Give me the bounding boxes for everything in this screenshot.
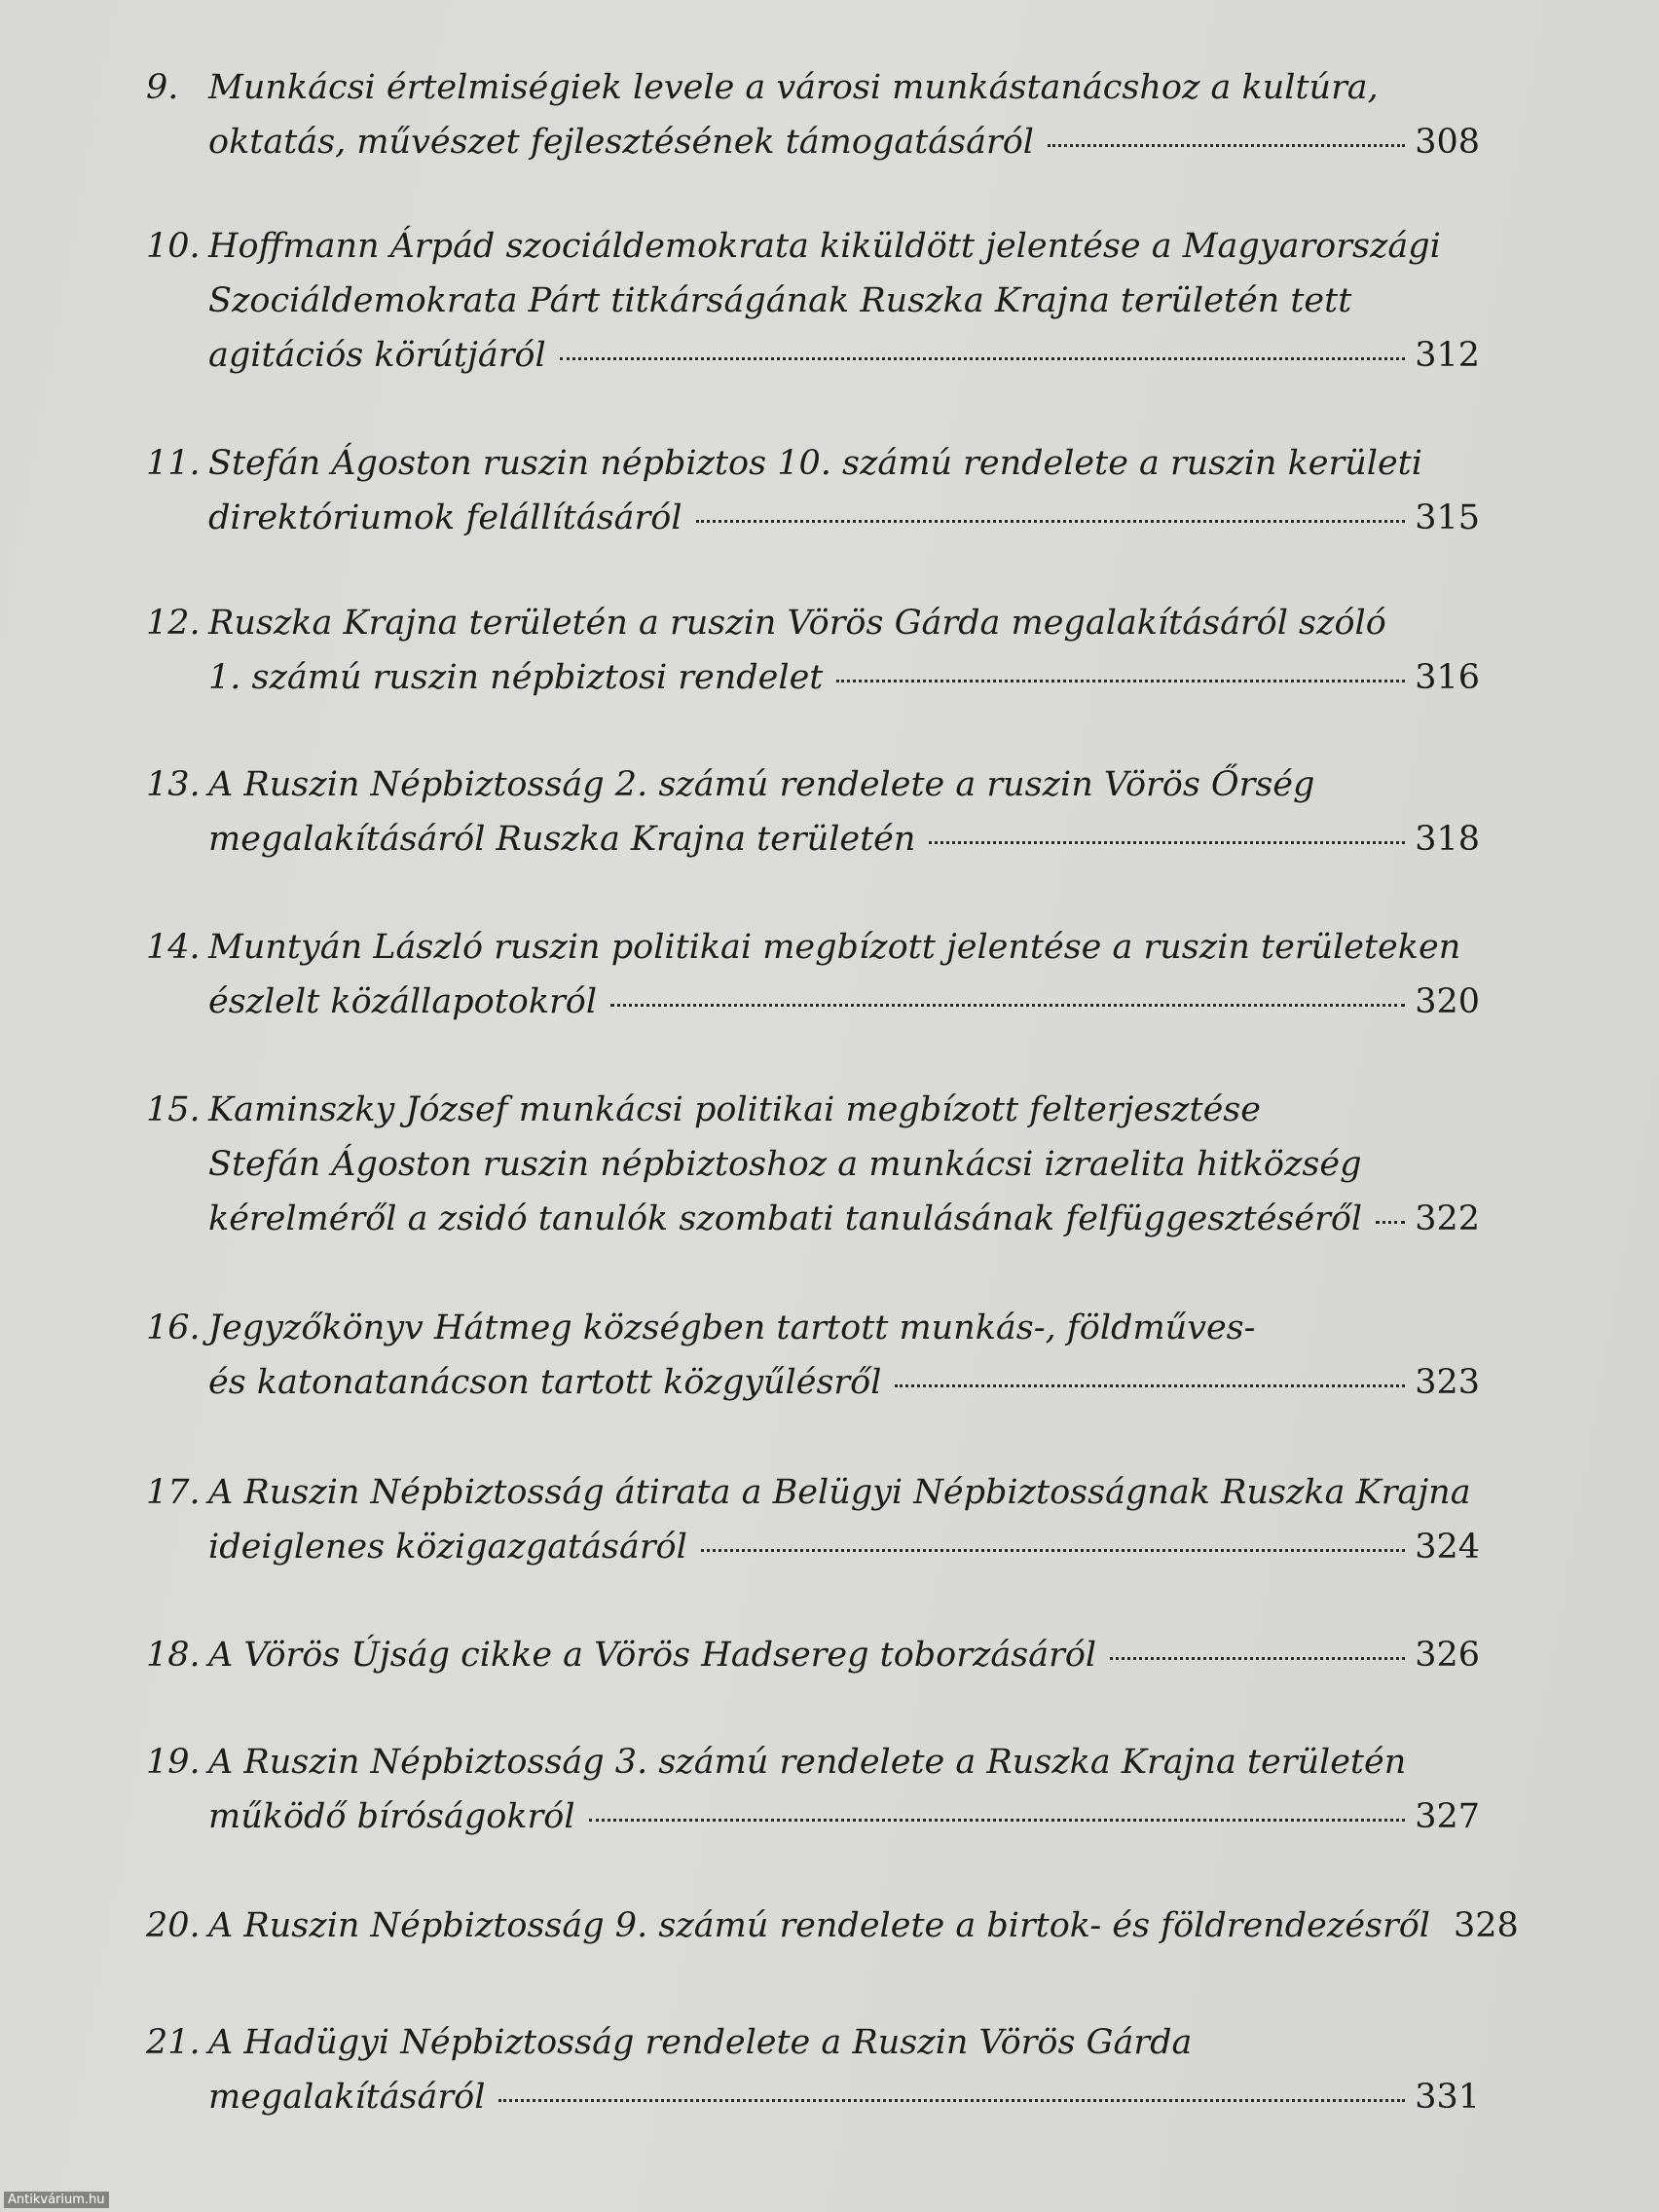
- entry-title-text: ideiglenes közigazgatásáról: [208, 1528, 687, 1567]
- page-number: 322: [1415, 1199, 1480, 1238]
- entry-title: [208, 596, 1480, 705]
- entry-title-line: [208, 650, 1480, 705]
- dot-leader: [610, 1003, 1405, 1007]
- page-number: 331: [1415, 2078, 1480, 2117]
- entry-title-text: 1. számú ruszin népbiztosi rendelet: [208, 658, 824, 697]
- entry-title-text: A Vörös Újság cikke a Vörös Hadsereg toborzásáról: [208, 1636, 1097, 1675]
- entry-title-line: [208, 115, 1480, 169]
- entry-number: 14.: [146, 928, 201, 967]
- entry-title-text: A Ruszin Népbiztosság 3. számú rendelete a Ruszka Krajna területén: [208, 1743, 1407, 1782]
- entry-title-text: Hoffmann Árpád szociáldemokrata kiküldött jelentése a Magyarországi: [208, 227, 1441, 266]
- entry-number: 15.: [146, 1090, 201, 1129]
- entry-title: [208, 1628, 1480, 1682]
- watermark: Antikvárium.hu: [4, 2192, 109, 2208]
- entry-title-text: megalakításáról Ruszka Krajna területén: [208, 820, 916, 859]
- page-number: 326: [1415, 1636, 1480, 1675]
- entry-title: [208, 757, 1480, 866]
- entry-number: 13.: [146, 765, 201, 804]
- entry-number: 10.: [146, 227, 201, 266]
- entry-title: [208, 219, 1480, 383]
- page-number: 320: [1415, 982, 1480, 1021]
- entry-number: 16.: [146, 1309, 201, 1347]
- dot-leader: [498, 2098, 1405, 2102]
- entry-title-text: Kaminszky József munkácsi politikai megbízott felterjesztése: [208, 1090, 1261, 1129]
- page-number: 308: [1415, 123, 1480, 162]
- entry-title: [208, 920, 1480, 1029]
- entry-title-text: Stefán Ágoston ruszin népbiztos 10. számú rendelete a ruszin kerületi: [208, 444, 1422, 483]
- entry-title-line: [208, 60, 1480, 115]
- entry-title-text: A Ruszin Népbiztosság 2. számú rendelete a ruszin Vörös Őrség: [208, 765, 1315, 804]
- entry-title: [208, 2015, 1480, 2124]
- entry-title-line: [208, 2070, 1480, 2124]
- entry-title-line: [208, 274, 1480, 328]
- entry-title-text: kérelméről a zsidó tanulók szombati tanulásának felfüggesztéséről: [208, 1199, 1363, 1238]
- entry-title-line: [208, 975, 1480, 1029]
- entry-title-line: [208, 1628, 1480, 1682]
- entry-title-line: [208, 1735, 1480, 1789]
- entry-title-text: direktóriumok felállításáról: [208, 498, 682, 537]
- entry-title-text: A Ruszin Népbiztosság 9. számú rendelete a birtok- és földrendezésről: [208, 1906, 1430, 1945]
- entry-title-text: A Ruszin Népbiztosság átirata a Belügyi Népbiztosságnak Ruszka Krajna: [208, 1473, 1471, 1512]
- entry-title-text: Szociáldemokrata Párt titkárságának Ruszka Krajna területén tett: [208, 281, 1352, 320]
- dot-leader: [895, 1383, 1405, 1387]
- entry-title-line: [208, 1083, 1480, 1137]
- dot-leader: [701, 1548, 1405, 1552]
- entry-title-line: [208, 920, 1480, 975]
- dot-leader: [1376, 1220, 1405, 1224]
- entry-title-line: [208, 491, 1480, 545]
- entry-number: 18.: [146, 1636, 201, 1675]
- entry-title-text: A Hadügyi Népbiztosság rendelete a Ruszin Vörös Gárda: [208, 2023, 1193, 2062]
- entry-title-line: [208, 1301, 1480, 1355]
- entry-title-line: [208, 596, 1480, 650]
- entry-title-line: [208, 1520, 1480, 1574]
- entry-title-line: [208, 1192, 1480, 1246]
- entry-title-line: [208, 812, 1480, 866]
- page-number: 312: [1415, 336, 1480, 375]
- entry-number: 19.: [146, 1743, 201, 1782]
- page-number: 327: [1415, 1797, 1480, 1836]
- entry-title: [208, 1301, 1480, 1410]
- entry-title-text: észlelt közállapotokról: [208, 982, 598, 1021]
- dot-leader: [696, 519, 1406, 523]
- dot-leader: [560, 356, 1406, 360]
- entry-title-text: Jegyzőkönyv Hátmeg községben tartott munkás-, földműves-: [208, 1309, 1256, 1347]
- entry-number: 20.: [146, 1906, 201, 1945]
- entry-title-text: Ruszka Krajna területén a ruszin Vörös Gárda megalakításáról szóló: [208, 604, 1386, 643]
- entry-title-text: Munkácsi értelmiségiek levele a városi munkástanácshoz a kultúra,: [208, 68, 1379, 107]
- page-number: 316: [1415, 658, 1480, 697]
- dot-leader: [929, 840, 1405, 844]
- entry-title: [208, 1083, 1480, 1246]
- entry-title-line: [208, 328, 1480, 383]
- entry-number: 11.: [146, 444, 201, 483]
- entry-title-line: [208, 2015, 1480, 2070]
- entry-title-line: [208, 1899, 1519, 1953]
- page-number: 315: [1415, 498, 1480, 537]
- entry-number: 12.: [146, 604, 201, 643]
- entry-title: [208, 436, 1480, 545]
- entry-title-text: agitációs körútjáról: [208, 336, 546, 375]
- entry-title-line: [208, 757, 1480, 812]
- entry-title: [208, 1465, 1480, 1574]
- entry-number: 21.: [146, 2023, 201, 2062]
- entry-number: 9.: [146, 68, 179, 107]
- page-number: 323: [1415, 1363, 1480, 1402]
- entry-title-text: és katonatanácson tartott közgyűlésről: [208, 1363, 882, 1402]
- dot-leader: [836, 679, 1405, 682]
- entry-title-text: Stefán Ágoston ruszin népbiztoshoz a munkácsi izraelita hitközség: [208, 1145, 1362, 1184]
- entry-title: [208, 1899, 1519, 1953]
- page-number: 328: [1454, 1906, 1519, 1945]
- entry-number: 17.: [146, 1473, 201, 1512]
- entry-title-line: [208, 436, 1480, 491]
- entry-title-text: megalakításáról: [208, 2078, 486, 2117]
- entry-title-line: [208, 1355, 1480, 1410]
- page-number: 318: [1415, 820, 1480, 859]
- entry-title-text: működő bíróságokról: [208, 1797, 575, 1836]
- entry-title: [208, 1735, 1480, 1844]
- dot-leader: [589, 1818, 1406, 1822]
- dot-leader: [1048, 143, 1405, 147]
- entry-title-line: [208, 1137, 1480, 1192]
- entry-title-line: [208, 1789, 1480, 1844]
- page-number: 324: [1415, 1528, 1480, 1567]
- entry-title-text: oktatás, művészet fejlesztésének támogatásáról: [208, 123, 1034, 162]
- entry-title-line: [208, 219, 1480, 274]
- entry-title-text: Muntyán László ruszin politikai megbízott jelentése a ruszin területeken: [208, 928, 1461, 967]
- entry-title-line: [208, 1465, 1480, 1520]
- entry-title: [208, 60, 1480, 169]
- dot-leader: [1110, 1656, 1405, 1660]
